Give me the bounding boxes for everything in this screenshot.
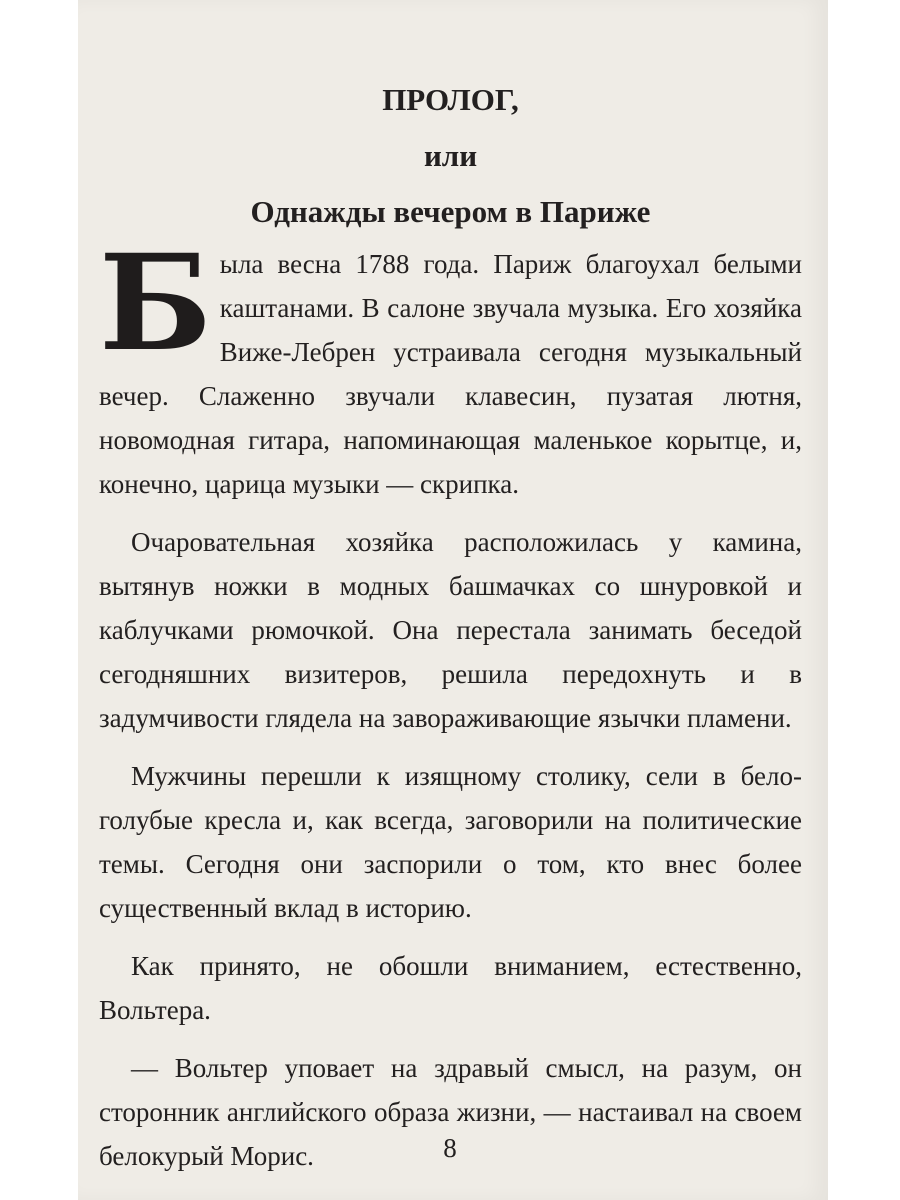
paragraph-5: — Вольтер уповает на здравый смысл, на разум, он сторонник английского образа жизни, — настаивал на своем белокурый Морис. [99, 1053, 802, 1171]
paragraph-1 [99, 226, 802, 506]
paragraph-1-text: ыла весна 1788 года. Париж благоухал белыми каштанами. В салоне звучала музыка. Его хозяйка Виже-Лебрен устраивала сегодня музыкальный вечер. Слаженно звучали клавесин, пузатая лютня, новомодная гитара, напоминающая маленькое корытце, и, конечно, царица музыки — скрипка. [99, 249, 802, 499]
page-number: 8 [443, 1133, 457, 1163]
chapter-title-connector: или [423, 138, 478, 173]
paragraph-4: Как принято, не обошли вниманием, естественно, Вольтера. [99, 951, 802, 1025]
paragraph-3: Мужчины перешли к изящному столику, сели в бело-голубые кресла и, как всегда, заговорили на политические темы. Сегодня они заспорили о том, кто внес более существенный вклад в историю. [99, 761, 802, 923]
paragraph-2: Очаровательная хозяйка расположилась у камина, вытянув ножки в модных башмачках со шнуровкой и каблучками рюмочкой. Она перестала занимать беседой сегодняшних визитеров, решила передохнуть и в задумчивости глядела на завораживающие язычки пламени. [99, 527, 802, 733]
chapter-subtitle: Однажды вечером в Париже [250, 194, 651, 229]
drop-cap: Б [99, 226, 210, 381]
page-content [99, 70, 802, 1192]
chapter-title: ПРОЛОГ, [382, 82, 519, 117]
